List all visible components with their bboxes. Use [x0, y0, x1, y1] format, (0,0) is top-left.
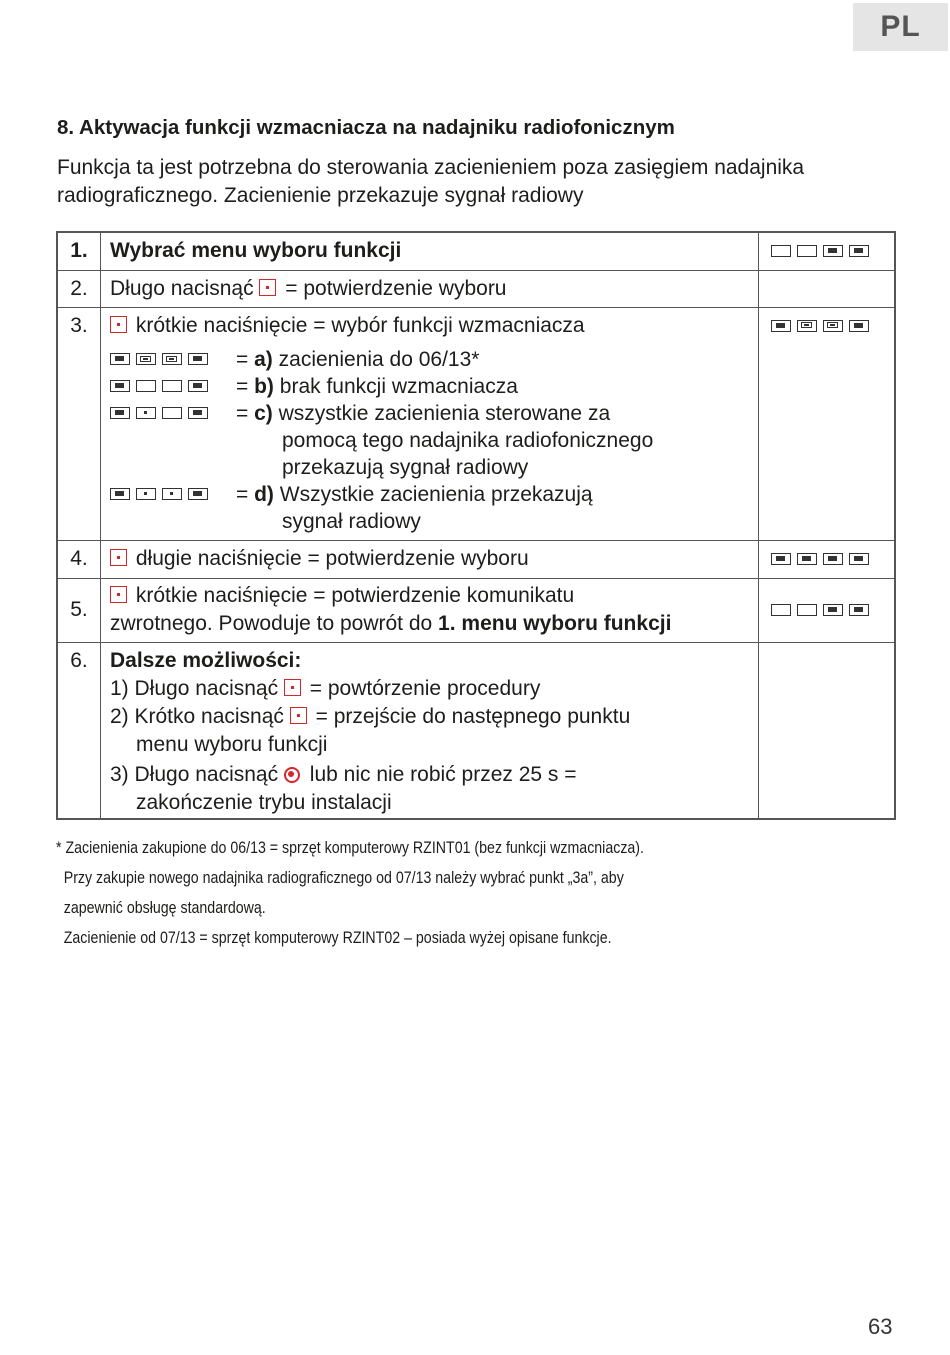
- led-on-icon: [771, 553, 791, 565]
- step-text: zakończenie trybu instalacji: [136, 790, 392, 814]
- option-letter: a): [254, 347, 273, 371]
- led-indicator-group: [110, 346, 236, 373]
- footnote-line: zapewnić obsługę standardową.: [63, 899, 266, 917]
- led-dot-icon: [136, 407, 156, 419]
- section-title: 8. Aktywacja funkcji wzmacniacza na nadajniku radiofonicznym: [57, 116, 675, 139]
- led-dbl-icon: [162, 353, 182, 365]
- led-on-icon: [110, 407, 130, 419]
- step-number: 4.: [70, 546, 88, 570]
- option-text: wszystkie zacienienia sterowane za: [278, 401, 611, 425]
- equals-sign: =: [236, 347, 249, 371]
- equals-sign: =: [236, 374, 249, 398]
- language-tab: PL: [853, 3, 948, 51]
- option-letter: b): [254, 374, 274, 398]
- led-dbl-icon: [797, 320, 817, 332]
- option-c: [110, 400, 758, 481]
- led-off-icon: [797, 604, 817, 616]
- option-letter: c): [254, 401, 273, 425]
- select-button-icon: [259, 279, 276, 296]
- step-text: = powtórzenie procedury: [309, 676, 541, 700]
- section-intro: [57, 154, 907, 210]
- step-row-6: [57, 642, 895, 819]
- select-button-icon: [290, 707, 307, 724]
- led-indicator-group: [759, 541, 894, 577]
- step-number: 2.: [70, 276, 88, 300]
- step-number: 1.: [70, 239, 88, 262]
- led-on-icon: [188, 353, 208, 365]
- step-text: Wybrać menu wyboru funkcji: [110, 239, 402, 262]
- option-text: sygnał radiowy: [282, 509, 421, 533]
- step-text: krótkie naciśnięcie = potwierdzenie komunikatu: [135, 583, 575, 607]
- step-text: = przejście do następnego punktu: [315, 704, 631, 728]
- led-on-icon: [823, 604, 843, 616]
- led-on-icon: [849, 553, 869, 565]
- page-number: 63: [868, 1314, 893, 1339]
- option-d: [110, 481, 758, 535]
- led-dbl-icon: [823, 320, 843, 332]
- led-on-icon: [110, 380, 130, 392]
- select-button-icon: [110, 586, 127, 603]
- step-text-bold: 1. menu wyboru funkcji: [438, 611, 672, 635]
- option-b: [110, 373, 758, 400]
- led-dbl-icon: [136, 353, 156, 365]
- led-off-icon: [162, 407, 182, 419]
- step-text: Długo nacisnąć: [110, 276, 254, 300]
- step-number: 6.: [70, 648, 88, 672]
- led-on-icon: [823, 245, 843, 257]
- led-off-icon: [162, 380, 182, 392]
- led-dot-icon: [162, 488, 182, 500]
- led-indicator-group: [110, 400, 236, 427]
- option-text: pomocą tego nadajnika radiofonicznego: [282, 428, 654, 452]
- led-on-icon: [771, 320, 791, 332]
- step-text: 1) Długo nacisnąć: [110, 676, 279, 700]
- footnote-line: Przy zakupie nowego nadajnika radiograficznego od 07/13 należy wybrać punkt „3a”, aby: [63, 869, 624, 887]
- led-indicator-group: [759, 233, 894, 269]
- step-row-5: [57, 578, 895, 642]
- select-button-icon: [284, 679, 301, 696]
- led-off-icon: [771, 245, 791, 257]
- led-indicator-group: [110, 481, 236, 508]
- equals-sign: =: [236, 482, 249, 506]
- step-text: lub nic nie robić przez 25 s =: [309, 762, 577, 786]
- intro-line: Funkcja ta jest potrzebna do sterowania zacienieniem poza zasięgiem nadajnika: [57, 156, 805, 179]
- led-on-icon: [849, 604, 869, 616]
- step-number: 3.: [70, 313, 88, 337]
- led-on-icon: [797, 553, 817, 565]
- led-on-icon: [110, 488, 130, 500]
- stop-button-icon: [284, 767, 300, 783]
- step-text: 3) Długo nacisnąć: [110, 762, 279, 786]
- step-row-3: [57, 307, 895, 540]
- step-text: zwrotnego. Powoduje to powrót do: [110, 611, 433, 635]
- led-off-icon: [797, 245, 817, 257]
- led-off-icon: [136, 380, 156, 392]
- option-a: [110, 346, 758, 373]
- step-text: krótkie naciśnięcie = wybór funkcji wzmacniacza: [135, 313, 585, 337]
- led-on-icon: [823, 553, 843, 565]
- steps-table: [56, 231, 896, 820]
- led-off-icon: [771, 604, 791, 616]
- led-dot-icon: [136, 488, 156, 500]
- step-row-1: [57, 232, 895, 270]
- step-number: 5.: [70, 598, 88, 621]
- step-row-2: [57, 270, 895, 307]
- footnote: [56, 833, 813, 953]
- led-on-icon: [849, 320, 869, 332]
- led-on-icon: [188, 488, 208, 500]
- led-on-icon: [188, 407, 208, 419]
- step-text: długie naciśnięcie = potwierdzenie wyboru: [135, 546, 529, 570]
- step-title: Dalsze możliwości:: [110, 648, 302, 672]
- option-text: brak funkcji wzmacniacza: [279, 374, 518, 398]
- equals-sign: =: [236, 401, 249, 425]
- option-text: zacienienia do 06/13*: [278, 347, 480, 371]
- select-button-icon: [110, 549, 127, 566]
- led-indicator-group: [110, 373, 236, 400]
- led-on-icon: [110, 353, 130, 365]
- option-letter: d): [254, 482, 274, 506]
- select-button-icon: [110, 316, 127, 333]
- step-text: menu wyboru funkcji: [136, 732, 328, 756]
- option-text: przekazują sygnał radiowy: [282, 455, 529, 479]
- step-row-4: [57, 540, 895, 578]
- led-on-icon: [849, 245, 869, 257]
- intro-line: radiograficznego. Zacienienie przekazuje sygnał radiowy: [57, 184, 584, 207]
- step-text: = potwierdzenie wyboru: [285, 276, 507, 300]
- option-text: Wszystkie zacienienia przekazują: [279, 482, 593, 506]
- step-text: 2) Krótko nacisnąć: [110, 704, 284, 728]
- led-indicator-group: [759, 592, 894, 628]
- footnote-line: Zacienienie od 07/13 = sprzęt komputerowy RZINT02 – posiada wyżej opisane funkcje.: [63, 929, 612, 947]
- footnote-line: * Zacienienia zakupione do 06/13 = sprzęt komputerowy RZINT01 (bez funkcji wzmacniacza).: [56, 839, 644, 857]
- led-on-icon: [188, 380, 208, 392]
- led-indicator-group: [759, 308, 894, 344]
